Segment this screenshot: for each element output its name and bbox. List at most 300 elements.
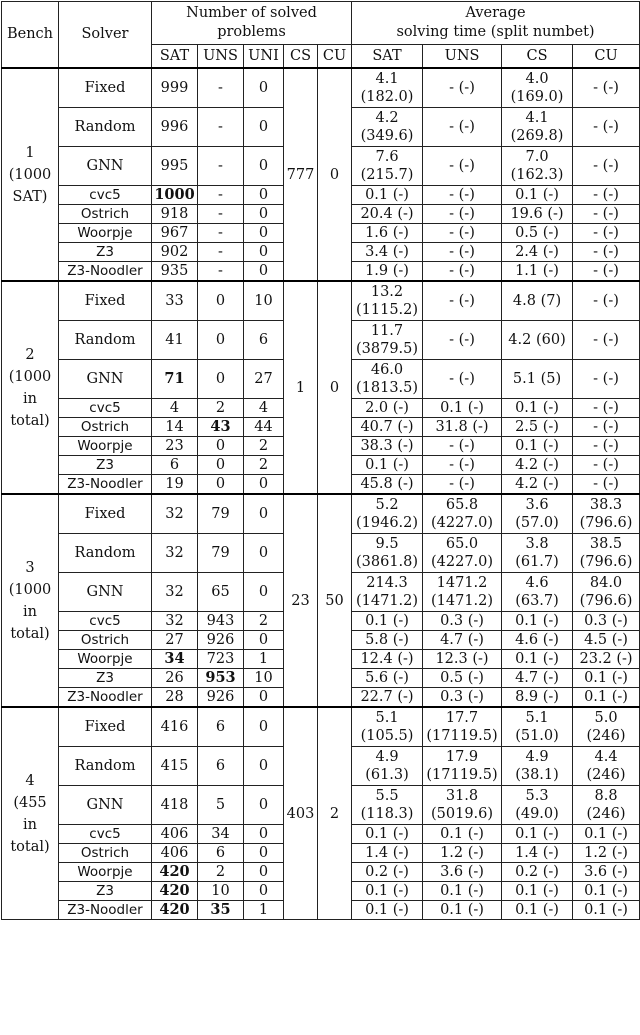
time-cu: - (-)	[573, 456, 640, 475]
solved-uni: 0	[244, 863, 284, 882]
header-col-cs: CS	[284, 45, 318, 69]
header-col-sat: SAT	[152, 45, 198, 69]
solved-uns: -	[198, 186, 244, 205]
time-sat	[352, 494, 423, 534]
solved-uni: 10	[244, 669, 284, 688]
time-cu	[573, 534, 640, 573]
time-cu: 23.2 (-)	[573, 650, 640, 669]
time-cu: - (-)	[573, 186, 640, 205]
solved-uns: 2	[198, 399, 244, 418]
time-cs: 0.2 (-)	[502, 863, 573, 882]
time-sat: 1.9 (-)	[352, 262, 423, 282]
time-cs: 4.6 (-)	[502, 631, 573, 650]
time-cs: 0.1 (-)	[502, 825, 573, 844]
header-col-cu: CU	[318, 45, 352, 69]
solved-sat: 32	[152, 534, 198, 573]
time-cs-line: 5.3	[525, 788, 549, 804]
time-cu-line: (246)	[586, 767, 626, 783]
time-sat	[352, 321, 423, 360]
solved-uni: 0	[244, 494, 284, 534]
time-sat-line: 5.2	[375, 497, 399, 513]
time-cs: 2.4 (-)	[502, 243, 573, 262]
time-sat	[352, 747, 423, 786]
time-sat-line: (3861.8)	[355, 554, 419, 570]
solved-uns: -	[198, 68, 244, 108]
time-uns-line: 1471.2	[436, 575, 488, 591]
solved-sat: 27	[152, 631, 198, 650]
time-uns-line: (4227.0)	[430, 515, 494, 531]
solver-name: cvc5	[59, 399, 152, 418]
time-uns-line: 17.7	[445, 710, 479, 726]
time-sat-line: (182.0)	[360, 89, 414, 105]
time-cs-line: 3.6	[525, 497, 549, 513]
solver-name: cvc5	[59, 186, 152, 205]
time-cs-line: (51.0)	[515, 728, 559, 744]
time-cu-line: (246)	[586, 728, 626, 744]
time-cu: 0.1 (-)	[573, 688, 640, 708]
time-cu	[573, 786, 640, 825]
time-cs: 4.2 (60)	[502, 321, 573, 360]
time-uns-line: (17119.5)	[426, 728, 498, 744]
solved-uns: 0	[198, 321, 244, 360]
solved-cu: 2	[318, 707, 352, 920]
solved-cu: 0	[318, 281, 352, 494]
solved-uni: 4	[244, 399, 284, 418]
solved-sat: 33	[152, 281, 198, 321]
time-sat: 0.1 (-)	[352, 456, 423, 475]
time-uns: 0.1 (-)	[423, 399, 502, 418]
time-uns: - (-)	[423, 437, 502, 456]
time-cu: 3.6 (-)	[573, 863, 640, 882]
header-time-cs: CS	[502, 45, 573, 69]
time-cu-line: (246)	[586, 806, 626, 822]
header-col-uns: UNS	[198, 45, 244, 69]
time-cu: - (-)	[573, 262, 640, 282]
time-sat-line: 13.2	[370, 284, 404, 300]
solved-uni: 44	[244, 418, 284, 437]
solver-name: Woorpje	[59, 437, 152, 456]
time-cu-line: (796.6)	[579, 593, 633, 609]
time-sat-line: (1471.2)	[355, 593, 419, 609]
time-cu: 1.2 (-)	[573, 844, 640, 863]
solved-sat: 1000	[152, 186, 198, 205]
time-uns-line: 31.8	[445, 788, 479, 804]
time-sat: 0.1 (-)	[352, 612, 423, 631]
solved-sat: 416	[152, 707, 198, 747]
bench-label-line: SAT)	[12, 188, 48, 205]
solved-sat: 14	[152, 418, 198, 437]
time-uns: 31.8 (-)	[423, 418, 502, 437]
time-cs-line: (169.0)	[510, 89, 564, 105]
time-uns: - (-)	[423, 321, 502, 360]
time-sat	[352, 147, 423, 186]
time-cs	[502, 108, 573, 147]
time-cs-line: (162.3)	[510, 167, 564, 183]
solver-name: Fixed	[59, 494, 152, 534]
time-cu-line: 5.0	[594, 710, 618, 726]
time-sat-line: (1115.2)	[355, 302, 419, 318]
solved-uni: 27	[244, 360, 284, 399]
solved-sat: 420	[152, 882, 198, 901]
time-cs-line: (269.8)	[510, 128, 564, 144]
time-sat	[352, 68, 423, 108]
time-sat-line: 4.2	[375, 110, 399, 126]
time-cs	[502, 68, 573, 108]
time-sat: 1.6 (-)	[352, 224, 423, 243]
solved-sat: 32	[152, 612, 198, 631]
solved-uni: 6	[244, 321, 284, 360]
solver-name: cvc5	[59, 825, 152, 844]
time-uns: 0.1 (-)	[423, 901, 502, 920]
solved-uni: 0	[244, 224, 284, 243]
bench-label	[2, 281, 59, 494]
solver-name: Random	[59, 534, 152, 573]
solved-uns: -	[198, 262, 244, 282]
solved-uns: 65	[198, 573, 244, 612]
time-cs: 4.7 (-)	[502, 669, 573, 688]
time-cu	[573, 573, 640, 612]
time-sat-line: (1946.2)	[355, 515, 419, 531]
time-cs: 19.6 (-)	[502, 205, 573, 224]
time-sat-line: 9.5	[375, 536, 399, 552]
solved-uns: 10	[198, 882, 244, 901]
time-cu-line: (796.6)	[579, 515, 633, 531]
time-cs: 0.1 (-)	[502, 612, 573, 631]
time-cs	[502, 534, 573, 573]
solved-uns: 34	[198, 825, 244, 844]
solved-sat: 19	[152, 475, 198, 495]
solved-uni: 0	[244, 475, 284, 495]
solved-uni: 1	[244, 650, 284, 669]
solver-name: Woorpje	[59, 863, 152, 882]
solved-uni: 0	[244, 844, 284, 863]
time-cu: - (-)	[573, 68, 640, 108]
solver-name: Ostrich	[59, 205, 152, 224]
time-cu: - (-)	[573, 475, 640, 495]
bench-label-line: 1	[25, 144, 35, 161]
solver-name: Ostrich	[59, 631, 152, 650]
solved-sat: 32	[152, 494, 198, 534]
solver-name: Ostrich	[59, 844, 152, 863]
header-solved-group: Number of solved problems	[152, 2, 352, 45]
time-uns	[423, 573, 502, 612]
header-time-group	[352, 2, 640, 45]
time-cs-line: 4.1	[525, 110, 549, 126]
time-sat: 20.4 (-)	[352, 205, 423, 224]
solved-uni: 2	[244, 456, 284, 475]
solved-uni: 0	[244, 262, 284, 282]
time-uns: - (-)	[423, 205, 502, 224]
time-uns: - (-)	[423, 224, 502, 243]
bench-label-line: (1000	[8, 166, 52, 183]
solver-name: Z3	[59, 456, 152, 475]
time-uns: 0.3 (-)	[423, 688, 502, 708]
time-sat	[352, 786, 423, 825]
solved-uni: 0	[244, 205, 284, 224]
solved-uni: 10	[244, 281, 284, 321]
solver-name: Fixed	[59, 68, 152, 108]
time-cu-line: 38.5	[589, 536, 623, 552]
time-cs	[502, 786, 573, 825]
time-sat	[352, 573, 423, 612]
solved-uni: 2	[244, 612, 284, 631]
table-row	[2, 494, 640, 534]
solved-uni: 0	[244, 68, 284, 108]
time-cs: 4.2 (-)	[502, 456, 573, 475]
time-sat: 5.8 (-)	[352, 631, 423, 650]
time-cs: 0.1 (-)	[502, 901, 573, 920]
solved-sat: 996	[152, 108, 198, 147]
time-uns: - (-)	[423, 68, 502, 108]
time-uns-line: 17.9	[445, 749, 479, 765]
time-cs: 8.9 (-)	[502, 688, 573, 708]
time-sat: 22.7 (-)	[352, 688, 423, 708]
time-cu-line: 38.3	[589, 497, 623, 513]
time-sat-line: 46.0	[370, 362, 404, 378]
bench-label	[2, 494, 59, 707]
time-uns: - (-)	[423, 262, 502, 282]
time-cs: 5.1 (5)	[502, 360, 573, 399]
time-uns: 3.6 (-)	[423, 863, 502, 882]
time-cs-line: (63.7)	[515, 593, 559, 609]
time-cs-line: 7.0	[525, 149, 549, 165]
time-sat	[352, 281, 423, 321]
solved-uns: 6	[198, 747, 244, 786]
solver-name: Fixed	[59, 281, 152, 321]
bench-label-line: 3	[25, 559, 35, 576]
time-uns: - (-)	[423, 281, 502, 321]
solved-sat: 28	[152, 688, 198, 708]
solver-name: GNN	[59, 573, 152, 612]
time-sat: 5.6 (-)	[352, 669, 423, 688]
time-sat	[352, 534, 423, 573]
time-uns-line: (17119.5)	[426, 767, 498, 783]
solved-uns: 926	[198, 688, 244, 708]
time-uns: 0.1 (-)	[423, 825, 502, 844]
solved-sat: 32	[152, 573, 198, 612]
time-cs-line: (61.7)	[515, 554, 559, 570]
time-cs-line: 4.9	[525, 749, 549, 765]
solver-name: GNN	[59, 786, 152, 825]
solver-name: Random	[59, 747, 152, 786]
time-cu: - (-)	[573, 399, 640, 418]
solved-uns: 0	[198, 437, 244, 456]
solver-name: Woorpje	[59, 224, 152, 243]
header-bench: Bench	[2, 2, 59, 69]
time-uns	[423, 747, 502, 786]
time-uns	[423, 786, 502, 825]
solved-sat: 6	[152, 456, 198, 475]
time-cs: 4.8 (7)	[502, 281, 573, 321]
bench-label-line: in	[23, 603, 37, 620]
solved-uns: 0	[198, 281, 244, 321]
time-cs	[502, 747, 573, 786]
bench-label-line: 4	[25, 772, 35, 789]
table-row	[2, 281, 640, 321]
bench-label	[2, 707, 59, 920]
time-sat: 0.1 (-)	[352, 901, 423, 920]
solved-uni: 1	[244, 901, 284, 920]
solver-name: Ostrich	[59, 418, 152, 437]
time-uns-line: 65.0	[445, 536, 479, 552]
solved-uns: 953	[198, 669, 244, 688]
bench-label-line: in	[23, 816, 37, 833]
time-cs: 0.1 (-)	[502, 650, 573, 669]
bench-label-line: (1000	[8, 581, 52, 598]
solved-uns: 35	[198, 901, 244, 920]
time-cs-line: 3.8	[525, 536, 549, 552]
time-sat-line: 7.6	[375, 149, 399, 165]
solver-name: Z3-Noodler	[59, 901, 152, 920]
solved-sat: 406	[152, 844, 198, 863]
solved-uni: 0	[244, 786, 284, 825]
solved-uni: 0	[244, 747, 284, 786]
solver-name: Random	[59, 321, 152, 360]
time-sat: 38.3 (-)	[352, 437, 423, 456]
solved-sat: 420	[152, 901, 198, 920]
solved-uni: 0	[244, 882, 284, 901]
solved-uni: 0	[244, 825, 284, 844]
time-cs-line: 4.0	[525, 71, 549, 87]
time-cs-line: 4.6	[525, 575, 549, 591]
solved-uni: 0	[244, 243, 284, 262]
header-col-uni: UNI	[244, 45, 284, 69]
solved-uni: 0	[244, 534, 284, 573]
bench-label-line: (1000	[8, 368, 52, 385]
time-uns-line: (1471.2)	[430, 593, 494, 609]
time-sat: 40.7 (-)	[352, 418, 423, 437]
time-cs: 0.1 (-)	[502, 399, 573, 418]
time-sat: 0.1 (-)	[352, 186, 423, 205]
header-solver: Solver	[59, 2, 152, 69]
header-time-sat: SAT	[352, 45, 423, 69]
time-sat	[352, 360, 423, 399]
time-uns	[423, 534, 502, 573]
solved-uni: 0	[244, 573, 284, 612]
time-sat-line: (105.5)	[360, 728, 414, 744]
solved-uns: -	[198, 224, 244, 243]
solved-uns: 79	[198, 494, 244, 534]
bench-label	[2, 68, 59, 281]
time-uns: 12.3 (-)	[423, 650, 502, 669]
solved-uns: -	[198, 243, 244, 262]
time-sat-line: 4.9	[375, 749, 399, 765]
time-uns: 0.3 (-)	[423, 612, 502, 631]
solved-uns: 2	[198, 863, 244, 882]
time-cu: 0.1 (-)	[573, 669, 640, 688]
bench-label-line: (455	[13, 794, 47, 811]
solved-uni: 2	[244, 437, 284, 456]
solver-name: Random	[59, 108, 152, 147]
time-cs	[502, 573, 573, 612]
time-sat-line: (215.7)	[360, 167, 414, 183]
time-cu	[573, 747, 640, 786]
time-cs-line: 5.1	[525, 710, 549, 726]
time-cs: 0.1 (-)	[502, 882, 573, 901]
time-cs: 0.5 (-)	[502, 224, 573, 243]
time-uns: 1.2 (-)	[423, 844, 502, 863]
table-row	[2, 68, 640, 108]
bench-label-line: in	[23, 390, 37, 407]
time-cu-line: 84.0	[589, 575, 623, 591]
header-time-line2: solving time (split numbet)	[396, 24, 595, 40]
time-cu: - (-)	[573, 281, 640, 321]
solved-sat: 420	[152, 863, 198, 882]
time-uns-line: (4227.0)	[430, 554, 494, 570]
bench-label-line: total)	[10, 838, 50, 855]
time-sat: 45.8 (-)	[352, 475, 423, 495]
solved-uns: -	[198, 147, 244, 186]
solved-uns: 0	[198, 360, 244, 399]
solver-name: Z3	[59, 669, 152, 688]
time-sat	[352, 108, 423, 147]
time-sat: 1.4 (-)	[352, 844, 423, 863]
solved-sat: 995	[152, 147, 198, 186]
bench-label-line: total)	[10, 412, 50, 429]
time-cs: 0.1 (-)	[502, 437, 573, 456]
time-cs: 2.5 (-)	[502, 418, 573, 437]
time-uns: 0.1 (-)	[423, 882, 502, 901]
time-cu: - (-)	[573, 108, 640, 147]
time-cu-line: 8.8	[594, 788, 618, 804]
time-sat-line: (3879.5)	[355, 341, 419, 357]
solver-name: Fixed	[59, 707, 152, 747]
time-cu: - (-)	[573, 224, 640, 243]
time-sat: 2.0 (-)	[352, 399, 423, 418]
solved-uns: 43	[198, 418, 244, 437]
time-sat: 0.1 (-)	[352, 882, 423, 901]
solved-uns: 5	[198, 786, 244, 825]
time-cs	[502, 707, 573, 747]
solved-sat: 34	[152, 650, 198, 669]
solved-sat: 918	[152, 205, 198, 224]
header-time-cu: CU	[573, 45, 640, 69]
solved-sat: 71	[152, 360, 198, 399]
solved-cu: 0	[318, 68, 352, 281]
results-table	[1, 1, 640, 920]
solved-sat: 4	[152, 399, 198, 418]
time-sat: 0.2 (-)	[352, 863, 423, 882]
time-cs	[502, 147, 573, 186]
solved-uns: 6	[198, 707, 244, 747]
solved-uns: 0	[198, 475, 244, 495]
solved-uns: 6	[198, 844, 244, 863]
solved-sat: 41	[152, 321, 198, 360]
solved-uns: 723	[198, 650, 244, 669]
time-sat-line: 4.1	[375, 71, 399, 87]
time-uns: - (-)	[423, 147, 502, 186]
solver-name: Z3	[59, 243, 152, 262]
solved-cs: 1	[284, 281, 318, 494]
table-row	[2, 707, 640, 747]
time-cu: 0.1 (-)	[573, 901, 640, 920]
time-cu: - (-)	[573, 147, 640, 186]
solved-uni: 0	[244, 631, 284, 650]
time-uns	[423, 707, 502, 747]
solver-name: Z3-Noodler	[59, 262, 152, 282]
solved-sat: 935	[152, 262, 198, 282]
time-uns: - (-)	[423, 108, 502, 147]
time-sat-line: (61.3)	[365, 767, 409, 783]
solved-uns: 79	[198, 534, 244, 573]
time-uns: - (-)	[423, 475, 502, 495]
bench-label-line: total)	[10, 625, 50, 642]
time-sat-line: 214.3	[366, 575, 408, 591]
solved-cs: 403	[284, 707, 318, 920]
solver-name: Z3	[59, 882, 152, 901]
time-sat: 12.4 (-)	[352, 650, 423, 669]
time-sat-line: (349.6)	[360, 128, 414, 144]
